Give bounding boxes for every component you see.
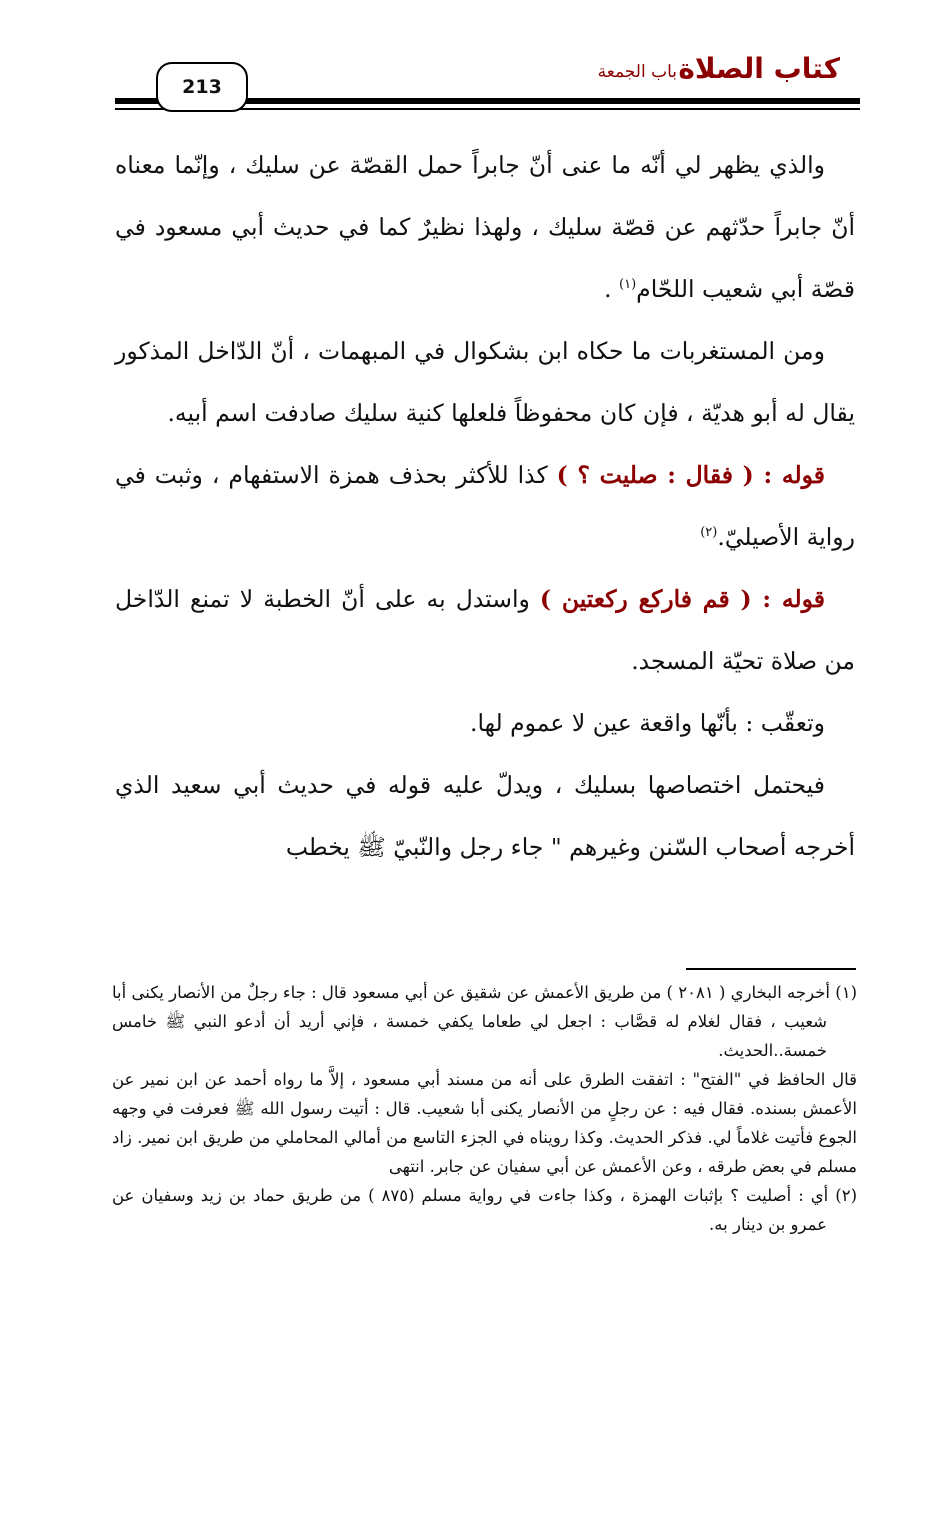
footnote-divider: [686, 968, 856, 970]
page-number: 213: [156, 62, 248, 112]
footnote-ref-2[interactable]: (٢): [700, 525, 718, 541]
paragraph-6: فيحتمل اختصاصها بسليك ، ويدلّ عليه قوله في حديث أبي سعيد الذي أخرجه أصحاب السّنن وغيرهم " جاء رجل والنّبيّ ﷺ يخطب: [115, 771, 855, 861]
page-header: [0, 0, 945, 130]
book-title: كتاب الصلاة: [678, 52, 840, 85]
paragraph-3-text: كذا للأكثر بحذف همزة الاستفهام ، وثبت في رواية الأصيليّ.: [115, 461, 855, 551]
footnote-2: (٢) أي : أصليت ؟ بإثبات الهمزة ، وكذا جاءت في رواية مسلم (٨٧٥ ) من طريق حماد بن زيد وسفيان عن عمرو بن دينار به.: [112, 1186, 857, 1234]
footnote-1: (١) أخرجه البخاري ( ٢٠٨١ ) من طريق الأعمش عن شقيق عن أبي مسعود قال : جاء رجلٌ من الأنصار يكنى أبا شعيب ، فقال لغلام له قصَّاب : اجعل لي طعاما يكفي خمسة ، فإني أريد أن أدعو النبي ﷺ خامس خمسة..الحديث.: [112, 983, 857, 1060]
paragraph-3: [115, 444, 855, 568]
quote-label-1: قوله : ( فقال : صليت ؟ ): [556, 461, 825, 489]
footnote-ref-1[interactable]: (١): [619, 277, 637, 293]
paragraph-1-text: والذي يظهر لي أنّه ما عنى أنّ جابراً حمل القصّة عن سليك ، وإنّما معناه أنّ جابراً حدّثهم عن قصّة سليك ، ولهذا نظيرٌ كما في حديث أبي مسعود في قصّة أبي شعيب اللحّام: [115, 151, 855, 303]
paragraph-1: [115, 134, 855, 320]
paragraph-5: وتعقّب : بأنّها واقعة عين لا عموم لها.: [469, 709, 825, 737]
paragraph-4: [115, 568, 855, 692]
quote-label-2: قوله : ( قم فاركع ركعتين ): [539, 585, 825, 613]
paragraph-2: ومن المستغربات ما حكاه ابن بشكوال في المبهمات ، أنّ الدّاخل المذكور يقال له أبو هديّة ، فإن كان محفوظاً فلعلها كنية سليك صادفت اسم أبيه.: [115, 337, 855, 427]
footnotes: [112, 978, 857, 1239]
paragraph-4-text: واستدل به على أنّ الخطبة لا تمنع الدّاخل من صلاة تحيّة المسجد.: [115, 585, 855, 675]
footnote-1-continued: قال الحافظ في "الفتح" : اتفقت الطرق على أنه من مسند أبي مسعود ، إلاَّ ما رواه أحمد عن ابن نمير عن الأعمش بسنده. فقال فيه : عن رجلٍ من الأنصار يكنى أبا شعيب. قال : أتيت رسول الله ﷺ فعرفت في وجهه الجوع فأتيت غلاماً لي. فذكر الحديث. وكذا رويناه في الجزء التاسع من أمالي المحاملي من طريق ابن نمير. زاد مسلم في بعض طرقه ، وعن الأعمش عن أبي سفيان عن جابر. انتهى: [112, 1070, 857, 1176]
main-text: [115, 134, 855, 878]
chapter-title: باب الجمعة: [597, 62, 677, 82]
paragraph-1-end: .: [604, 275, 620, 303]
